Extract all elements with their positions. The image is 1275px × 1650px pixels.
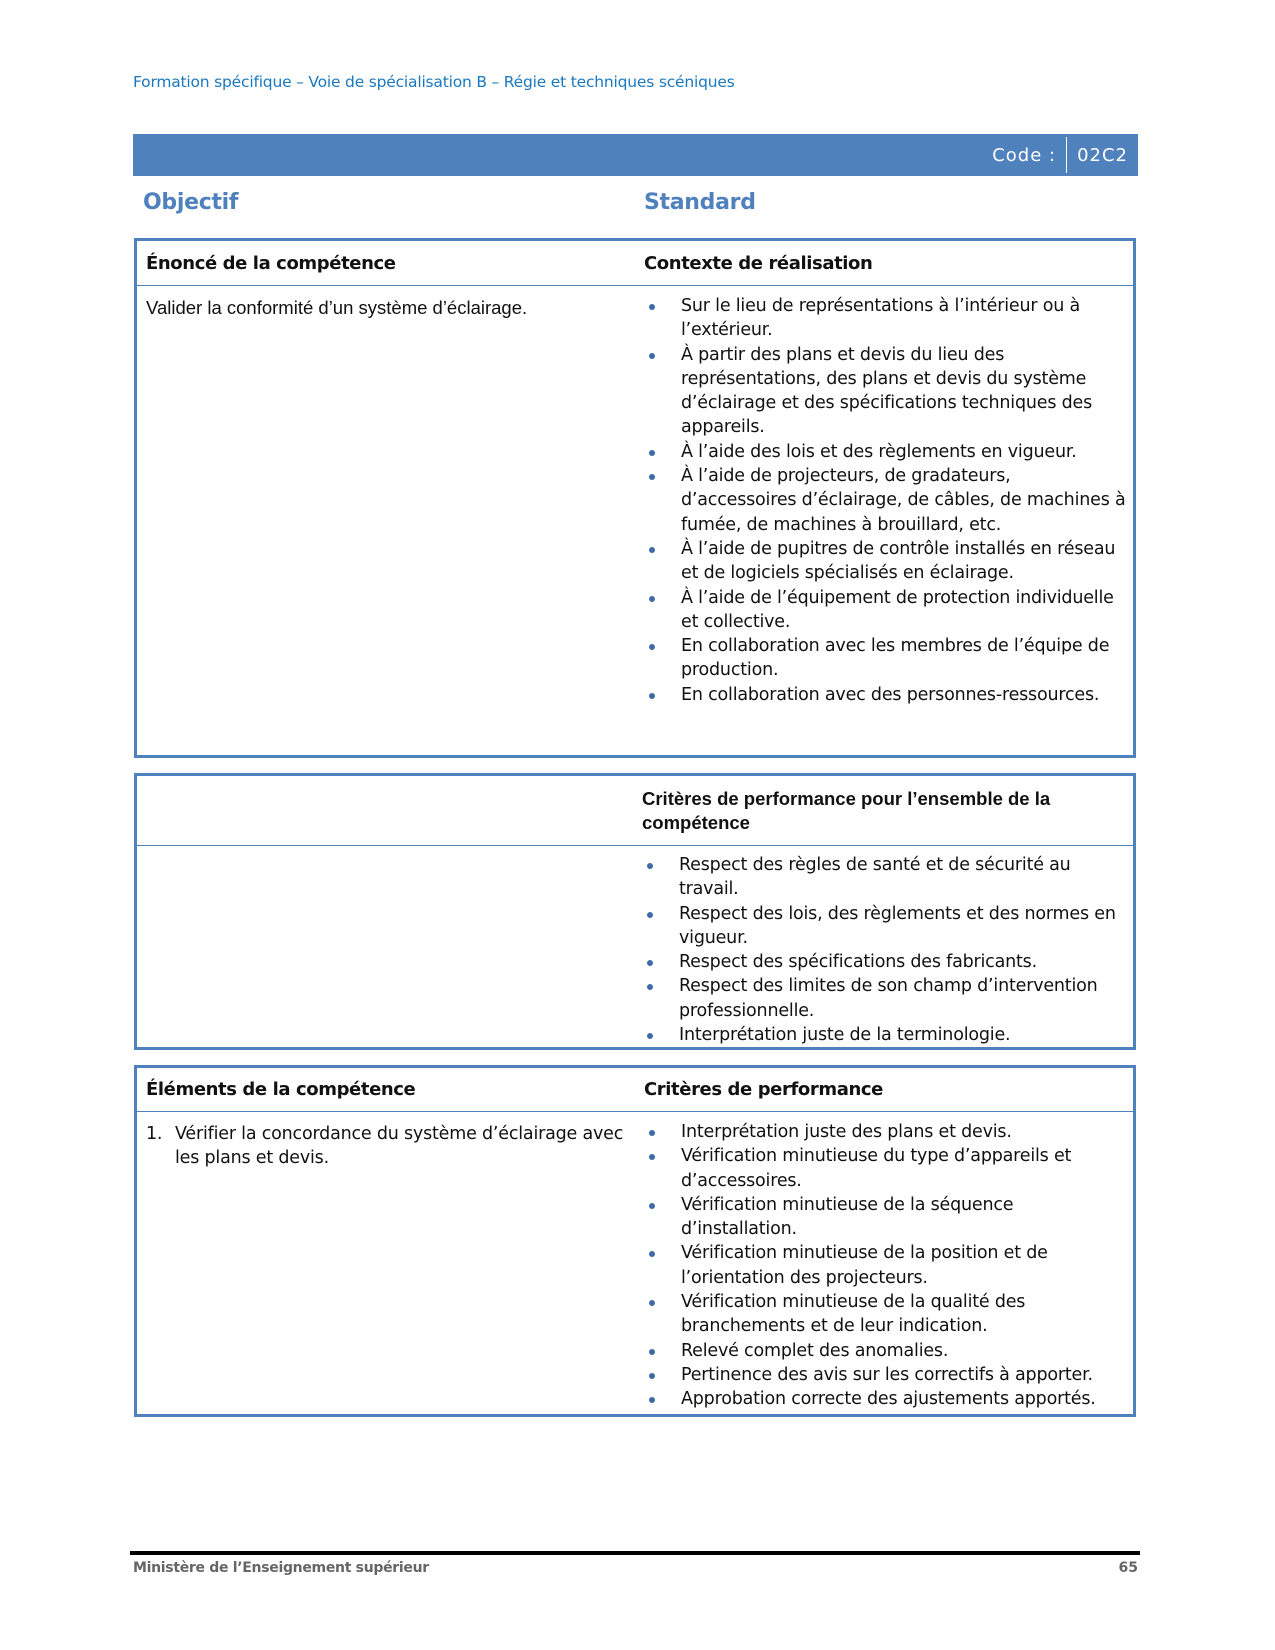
bullet-icon bbox=[649, 1203, 655, 1209]
code-label: Code : bbox=[992, 144, 1057, 166]
table-header bbox=[137, 241, 1133, 286]
table-row bbox=[137, 286, 1133, 707]
bullet-icon bbox=[647, 863, 653, 869]
list-item: Vérification minutieuse du type d’appareils et d’accessoires. bbox=[644, 1144, 1127, 1193]
list-item: À partir des plans et devis du lieu des représentations, des plans et devis du système d’éclairage et des spécifications techniques des appareils. bbox=[644, 343, 1127, 440]
bullet-icon bbox=[649, 1300, 655, 1306]
bullet-icon bbox=[649, 1130, 655, 1136]
list-item: Sur le lieu de représentations à l’intérieur ou à l’extérieur. bbox=[644, 294, 1127, 343]
table-header bbox=[137, 776, 1133, 846]
bullet-icon bbox=[649, 693, 655, 699]
list-item: Vérification minutieuse de la position et de l’orientation des projecteurs. bbox=[644, 1241, 1127, 1290]
table-row bbox=[137, 1112, 1133, 1412]
list-item: À l’aide de l’équipement de protection individuelle et collective. bbox=[644, 586, 1127, 635]
objectif-heading: Objectif bbox=[143, 190, 239, 215]
bullet-icon bbox=[649, 353, 655, 359]
bullet-icon bbox=[647, 960, 653, 966]
bullet-icon bbox=[649, 1373, 655, 1379]
bullet-icon bbox=[647, 1033, 653, 1039]
bullet-icon bbox=[647, 912, 653, 918]
elements-list bbox=[146, 1122, 634, 1170]
list-item: Respect des lois, des règlements et des normes en vigueur. bbox=[642, 902, 1127, 951]
code-value: 02C2 bbox=[1077, 144, 1128, 166]
bullet-icon bbox=[649, 1154, 655, 1160]
list-item: Relevé complet des anomalies. bbox=[644, 1339, 1127, 1363]
footer-publisher: Ministère de l’Enseignement supérieur bbox=[133, 1560, 429, 1576]
list-item: Pertinence des avis sur les correctifs à apporter. bbox=[644, 1363, 1127, 1387]
empty-cell bbox=[137, 853, 634, 1047]
list-item: Vérification minutieuse de la séquence d’installation. bbox=[644, 1193, 1127, 1242]
table-header bbox=[137, 1068, 1133, 1112]
overall-criteria-header: Critères de performance pour l’ensemble de la compétence bbox=[642, 787, 1051, 833]
code-bar bbox=[133, 134, 1138, 176]
bullet-icon bbox=[649, 547, 655, 553]
list-item: Respect des spécifications des fabricants. bbox=[642, 950, 1127, 974]
list-item: Vérification minutieuse de la qualité des branchements et de leur indication. bbox=[644, 1290, 1127, 1339]
competence-context-table bbox=[134, 238, 1136, 758]
overall-criteria-table bbox=[134, 773, 1136, 1050]
list-item: Approbation correcte des ajustements apportés. bbox=[644, 1387, 1127, 1411]
list-item: À l’aide de pupitres de contrôle installés en réseau et de logiciels spécialisés en éclairage. bbox=[644, 537, 1127, 586]
bullet-icon bbox=[649, 596, 655, 602]
bullet-icon bbox=[649, 474, 655, 480]
list-item: En collaboration avec les membres de l’équipe de production. bbox=[644, 634, 1127, 683]
bullet-icon bbox=[649, 644, 655, 650]
criteria-list bbox=[644, 1120, 1127, 1412]
running-header-title: Formation spécifique – Voie de spécialisation B – Régie et techniques scéniques bbox=[133, 73, 735, 91]
list-item: En collaboration avec des personnes-ressources. bbox=[644, 683, 1127, 707]
table-row bbox=[137, 846, 1133, 1047]
elements-criteria-table bbox=[134, 1065, 1136, 1417]
bullet-icon bbox=[647, 984, 653, 990]
context-header: Contexte de réalisation bbox=[644, 252, 873, 274]
overall-criteria-list bbox=[642, 853, 1127, 1047]
elements-header: Éléments de la compétence bbox=[146, 1079, 416, 1100]
standard-heading: Standard bbox=[644, 190, 756, 215]
list-item: Interprétation juste de la terminologie. bbox=[642, 1023, 1127, 1047]
list-item: 1. Vérifier la concordance du système d’éclairage avec les plans et devis. bbox=[146, 1124, 624, 1168]
list-item: Respect des limites de son champ d’intervention professionnelle. bbox=[642, 974, 1127, 1023]
list-item: À l’aide de projecteurs, de gradateurs, d’accessoires d’éclairage, de câbles, de machines à fumée, de machines à brouillard, etc. bbox=[644, 464, 1127, 537]
bullet-icon bbox=[649, 450, 655, 456]
bullet-icon bbox=[649, 1397, 655, 1403]
bullet-icon bbox=[649, 304, 655, 310]
list-item: Interprétation juste des plans et devis. bbox=[644, 1120, 1127, 1144]
competence-statement: Valider la conformité d’un système d’éclairage. bbox=[146, 297, 528, 318]
bullet-icon bbox=[649, 1251, 655, 1257]
context-list bbox=[644, 294, 1127, 707]
list-item: À l’aide des lois et des règlements en vigueur. bbox=[644, 440, 1127, 464]
footer-divider bbox=[130, 1551, 1140, 1555]
criteria-header: Critères de performance bbox=[644, 1079, 883, 1100]
statement-header: Énoncé de la compétence bbox=[146, 252, 396, 274]
list-item: Respect des règles de santé et de sécurité au travail. bbox=[642, 853, 1127, 902]
bullet-icon bbox=[649, 1349, 655, 1355]
page-number: 65 bbox=[1118, 1560, 1138, 1576]
